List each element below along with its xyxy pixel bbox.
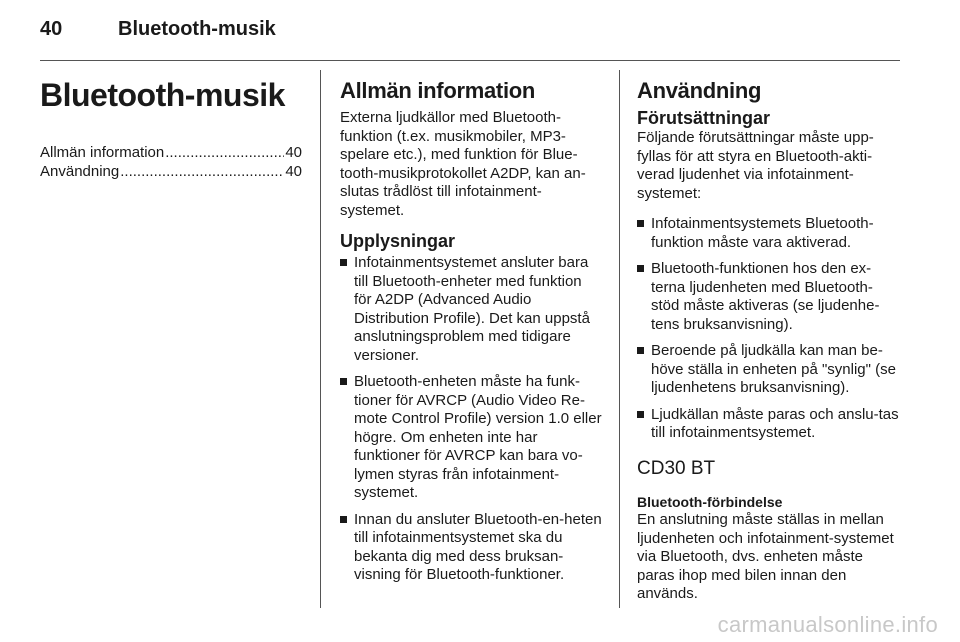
column-divider xyxy=(320,70,321,608)
list-item: Infotainmentsystemets Bluetooth-funktion måste vara aktiverad. xyxy=(637,215,900,252)
list-item: Infotainmentsystemet ansluter bara till Bluetooth-enheter med funktion för A2DP (Advanced Audio Distribution Profile). Det kan uppstå anslutningsproblem med tidigare versioner. xyxy=(340,254,602,365)
list-item: Beroende på ljudkälla kan man be-höve ställa in enheten på "synlig" (se ljudenhetens bruksanvisning). xyxy=(637,342,900,398)
list-item: Innan du ansluter Bluetooth-en-heten till infotainmentsystemet ska du bekanta dig med dess bruksan-visning för Bluetooth-funktioner. xyxy=(340,511,602,585)
watermark: carmanualsonline.info xyxy=(717,612,938,637)
intro-paragraph: Externa ljudkällor med Bluetooth-funktion (t.ex. musikmobiler, MP3-spelare etc.), med funktion för Blue-tooth-musikprotokollet A2DP, kan an-slutas trådlöst till infotainment-systemet. xyxy=(340,109,586,219)
prereq-list xyxy=(637,215,900,443)
toc-entry[interactable] xyxy=(40,162,302,181)
prereq-intro: Följande förutsättningar måste upp-fyllas för att styra en Bluetooth-akti-verad ljudenhet via infotainment-systemet: xyxy=(637,129,874,202)
toc-entry-label: Användning xyxy=(40,163,120,181)
notice-heading: Upplysningar xyxy=(340,231,456,252)
general-info-column xyxy=(340,78,602,593)
section-heading: Allmän information xyxy=(340,78,536,103)
toc-column xyxy=(40,78,302,181)
toc-entry[interactable] xyxy=(40,143,302,162)
header-rule xyxy=(40,60,900,61)
page-number: 40 xyxy=(40,18,63,40)
section-heading: Användning xyxy=(637,78,762,103)
list-item: Ljudkällan måste paras och anslu-tas till infotainmentsystemet. xyxy=(637,406,900,443)
column-divider xyxy=(619,70,620,608)
bt-connection-heading: Bluetooth-förbindelse xyxy=(637,494,783,511)
toc-leader-dots xyxy=(120,162,284,181)
list-item: Bluetooth-funktionen hos den ex-terna ljudenheten med Bluetooth-stöd måste aktiveras (se ljudenhe-tens bruksanvisning). xyxy=(637,260,900,334)
toc-entry-label: Allmän information xyxy=(40,144,165,162)
bt-connection-text: En anslutning måste ställas in mellan ljudenheten och infotainment-systemet via Bluetooth, dvs. enheten måste paras ihop med bilen innan den används. xyxy=(637,511,894,603)
cd30bt-heading: CD30 BT xyxy=(637,457,716,479)
toc-leader-dots xyxy=(165,143,284,162)
prereq-heading: Förutsättningar xyxy=(637,108,770,129)
chapter-title: Bluetooth-musik xyxy=(40,77,285,113)
toc-entry-page: 40 xyxy=(285,163,302,181)
usage-column xyxy=(637,78,900,616)
notice-list xyxy=(340,254,602,585)
page-header xyxy=(40,18,276,41)
running-title: Bluetooth-musik xyxy=(118,18,276,40)
toc-entry-page: 40 xyxy=(285,144,302,162)
list-item: Bluetooth-enheten måste ha funk-tioner för AVRCP (Audio Video Re-mote Control Profile) version 1.0 eller högre. Om enheten inte har funktioner för AVRCP kan bara vo-lymen styras från infotainment-systemet. xyxy=(340,373,602,503)
